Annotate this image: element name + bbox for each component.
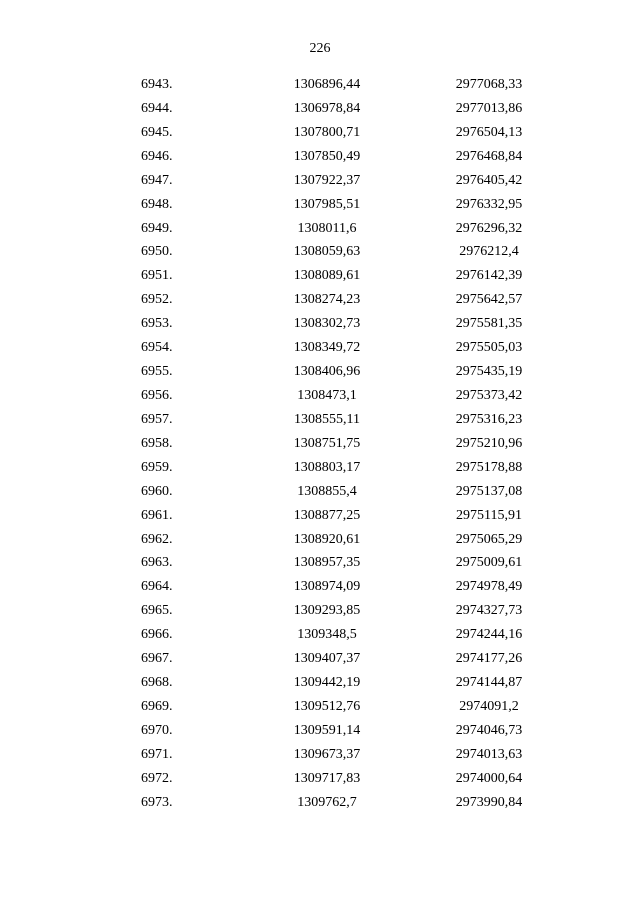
x-coordinate-cell: 1309293,85	[293, 603, 361, 619]
table-row	[0, 747, 640, 771]
table-row	[0, 555, 640, 579]
x-coordinate-cell: 1307922,37	[293, 172, 361, 188]
x-coordinate-cell: 1308877,25	[293, 507, 361, 523]
y-coordinate-cell: 2976504,13	[455, 124, 523, 140]
y-coordinate-cell: 2975373,42	[455, 387, 523, 403]
y-coordinate-cell: 2974244,16	[455, 627, 523, 643]
point-number-cell: 6973.	[141, 794, 173, 810]
table-row	[0, 484, 640, 508]
point-number-cell: 6947.	[141, 172, 173, 188]
y-coordinate-cell: 2975316,23	[455, 411, 523, 427]
point-number-cell: 6948.	[141, 196, 173, 212]
point-number-cell: 6955.	[141, 364, 173, 380]
table-row	[0, 436, 640, 460]
y-coordinate-cell: 2976332,95	[455, 196, 523, 212]
point-number-cell: 6964.	[141, 579, 173, 595]
x-coordinate-cell: 1309442,19	[293, 675, 361, 691]
y-coordinate-cell: 2974177,26	[455, 651, 523, 667]
table-row	[0, 316, 640, 340]
x-coordinate-cell: 1308803,17	[293, 459, 361, 475]
x-coordinate-cell: 1309673,37	[293, 746, 361, 762]
x-coordinate-cell: 1308089,61	[293, 268, 361, 284]
y-coordinate-cell: 2976212,4	[459, 244, 519, 260]
y-coordinate-cell: 2975178,88	[455, 459, 523, 475]
x-coordinate-cell: 1306978,84	[293, 100, 361, 116]
y-coordinate-cell: 2975137,08	[455, 483, 523, 499]
point-number-cell: 6956.	[141, 387, 173, 403]
point-number-cell: 6960.	[141, 483, 173, 499]
x-coordinate-cell: 1308349,72	[293, 340, 361, 356]
y-coordinate-cell: 2975210,96	[455, 435, 523, 451]
table-row	[0, 795, 640, 819]
table-row	[0, 723, 640, 747]
table-row	[0, 173, 640, 197]
point-number-cell: 6952.	[141, 292, 173, 308]
x-coordinate-cell: 1309762,7	[297, 794, 357, 810]
y-coordinate-cell: 2974000,64	[455, 770, 523, 786]
coordinate-table	[0, 77, 640, 819]
y-coordinate-cell: 2974046,73	[455, 722, 523, 738]
table-row	[0, 412, 640, 436]
y-coordinate-cell: 2975642,57	[455, 292, 523, 308]
point-number-cell: 6968.	[141, 675, 173, 691]
x-coordinate-cell: 1308974,09	[293, 579, 361, 595]
table-row	[0, 149, 640, 173]
y-coordinate-cell: 2973990,84	[455, 794, 523, 810]
table-row	[0, 364, 640, 388]
y-coordinate-cell: 2975009,61	[455, 555, 523, 571]
x-coordinate-cell: 1309348,5	[297, 627, 357, 643]
x-coordinate-cell: 1308920,61	[293, 531, 361, 547]
y-coordinate-cell: 2977013,86	[455, 100, 523, 116]
table-row	[0, 197, 640, 221]
point-number-cell: 6946.	[141, 148, 173, 164]
point-number-cell: 6970.	[141, 722, 173, 738]
table-row	[0, 268, 640, 292]
table-row	[0, 221, 640, 245]
y-coordinate-cell: 2974091,2	[459, 698, 519, 714]
page-number: 226	[309, 41, 331, 56]
point-number-cell: 6963.	[141, 555, 173, 571]
x-coordinate-cell: 1309407,37	[293, 651, 361, 667]
y-coordinate-cell: 2975115,91	[456, 507, 522, 523]
table-row	[0, 388, 640, 412]
y-coordinate-cell: 2976296,32	[455, 220, 523, 236]
table-row	[0, 532, 640, 556]
point-number-cell: 6957.	[141, 411, 173, 427]
x-coordinate-cell: 1307850,49	[293, 148, 361, 164]
y-coordinate-cell: 2974327,73	[455, 603, 523, 619]
x-coordinate-cell: 1308957,35	[293, 555, 361, 571]
y-coordinate-cell: 2975065,29	[455, 531, 523, 547]
x-coordinate-cell: 1308406,96	[293, 364, 361, 380]
y-coordinate-cell: 2975435,19	[455, 364, 523, 380]
table-row	[0, 627, 640, 651]
x-coordinate-cell: 1309717,83	[293, 770, 361, 786]
x-coordinate-cell: 1309591,14	[293, 722, 361, 738]
x-coordinate-cell: 1308555,11	[294, 411, 360, 427]
table-row	[0, 675, 640, 699]
x-coordinate-cell: 1308274,23	[293, 292, 361, 308]
point-number-cell: 6959.	[141, 459, 173, 475]
point-number-cell: 6965.	[141, 603, 173, 619]
y-coordinate-cell: 2975505,03	[455, 340, 523, 356]
x-coordinate-cell: 1308473,1	[297, 387, 357, 403]
x-coordinate-cell: 1308751,75	[293, 435, 361, 451]
x-coordinate-cell: 1309512,76	[293, 698, 361, 714]
x-coordinate-cell: 1308059,63	[293, 244, 361, 260]
point-number-cell: 6971.	[141, 746, 173, 762]
table-row	[0, 651, 640, 675]
table-row	[0, 101, 640, 125]
y-coordinate-cell: 2974978,49	[455, 579, 523, 595]
point-number-cell: 6950.	[141, 244, 173, 260]
y-coordinate-cell: 2976142,39	[455, 268, 523, 284]
point-number-cell: 6954.	[141, 340, 173, 356]
table-row	[0, 77, 640, 101]
x-coordinate-cell: 1307800,71	[293, 124, 361, 140]
point-number-cell: 6969.	[141, 698, 173, 714]
y-coordinate-cell: 2976405,42	[455, 172, 523, 188]
table-row	[0, 508, 640, 532]
y-coordinate-cell: 2975581,35	[455, 316, 523, 332]
x-coordinate-cell: 1308011,6	[297, 220, 357, 236]
table-row	[0, 699, 640, 723]
y-coordinate-cell: 2974013,63	[455, 746, 523, 762]
table-row	[0, 244, 640, 268]
table-row	[0, 771, 640, 795]
point-number-cell: 6966.	[141, 627, 173, 643]
point-number-cell: 6953.	[141, 316, 173, 332]
point-number-cell: 6958.	[141, 435, 173, 451]
point-number-cell: 6961.	[141, 507, 173, 523]
x-coordinate-cell: 1307985,51	[293, 196, 361, 212]
table-row	[0, 603, 640, 627]
table-row	[0, 340, 640, 364]
y-coordinate-cell: 2977068,33	[455, 77, 523, 92]
point-number-cell: 6951.	[141, 268, 173, 284]
x-coordinate-cell: 1308302,73	[293, 316, 361, 332]
point-number-cell: 6962.	[141, 531, 173, 547]
point-number-cell: 6967.	[141, 651, 173, 667]
table-row	[0, 292, 640, 316]
point-number-cell: 6944.	[141, 100, 173, 116]
point-number-cell: 6972.	[141, 770, 173, 786]
y-coordinate-cell: 2974144,87	[455, 675, 523, 691]
point-number-cell: 6943.	[141, 77, 173, 92]
point-number-cell: 6949.	[141, 220, 173, 236]
table-row	[0, 125, 640, 149]
y-coordinate-cell: 2976468,84	[455, 148, 523, 164]
table-row	[0, 460, 640, 484]
table-row	[0, 579, 640, 603]
x-coordinate-cell: 1308855,4	[297, 483, 357, 499]
x-coordinate-cell: 1306896,44	[293, 77, 361, 92]
point-number-cell: 6945.	[141, 124, 173, 140]
